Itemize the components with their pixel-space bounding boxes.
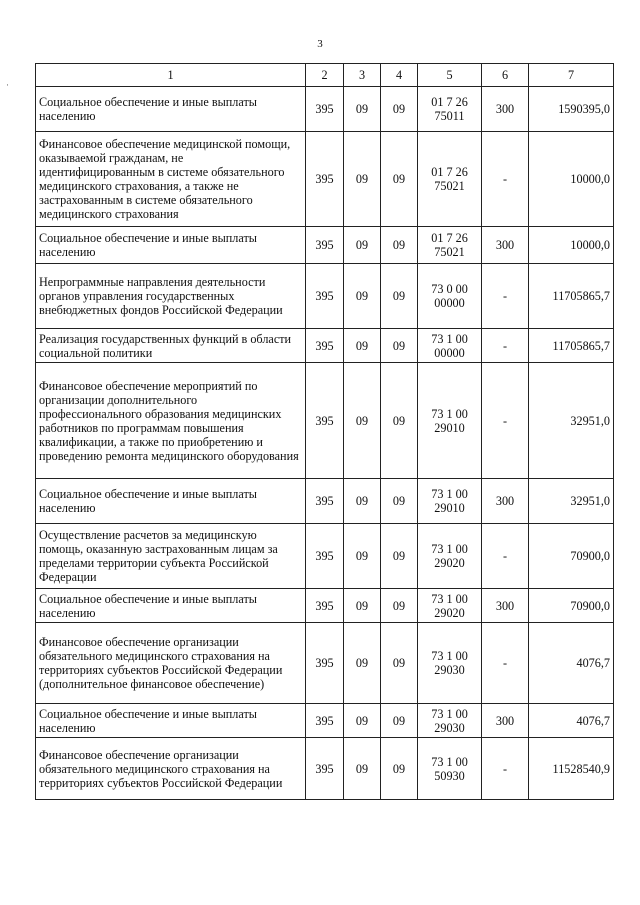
row-col-5-cell bbox=[418, 704, 482, 738]
row-name-cell: Финансовое обеспечение организации обязательного медицинского страхования на территориях субъектов Российской Федерации bbox=[36, 738, 306, 800]
row-name-cell: Социальное обеспечение и иные выплаты населению bbox=[36, 227, 306, 264]
row-col-4-cell: 09 bbox=[381, 589, 418, 623]
row-col-4-cell: 09 bbox=[381, 479, 418, 524]
row-col-3-cell: 09 bbox=[344, 738, 381, 800]
row-name-cell: Реализация государственных функций в области социальной политики bbox=[36, 329, 306, 363]
row-col-5-line-2: 29020 bbox=[434, 605, 465, 620]
row-col-2-cell: 395 bbox=[306, 329, 344, 363]
row-col-7-cell: 10000,0 bbox=[529, 227, 614, 264]
row-col-5-cell bbox=[418, 363, 482, 479]
row-col-5-cell bbox=[418, 623, 482, 704]
table-body bbox=[36, 87, 614, 800]
row-col-3-cell: 09 bbox=[344, 524, 381, 589]
header-col-5: 5 bbox=[418, 64, 482, 87]
table-row bbox=[36, 704, 614, 738]
table-row bbox=[36, 363, 614, 479]
row-col-5-line-2: 75011 bbox=[434, 109, 465, 123]
row-col-3-cell: 09 bbox=[344, 704, 381, 738]
row-col-4-cell: 09 bbox=[381, 227, 418, 264]
margin-mark: · bbox=[6, 80, 9, 90]
row-col-2-cell: 395 bbox=[306, 132, 344, 227]
row-col-3-cell: 09 bbox=[344, 479, 381, 524]
row-name-cell: Финансовое обеспечение мероприятий по организации дополнительного профессионального образования медицинских работников по программам повышения квалификации, а также по приобретению и проведению ремонта медицинского оборудования bbox=[36, 363, 306, 479]
row-col-5-line-1: 01 7 26 bbox=[431, 95, 468, 109]
row-col-5-cell bbox=[418, 479, 482, 524]
row-col-5-line-2: 29030 bbox=[434, 663, 465, 677]
row-col-6-cell: - bbox=[482, 132, 529, 227]
row-col-7-cell: 10000,0 bbox=[529, 132, 614, 227]
table-row bbox=[36, 264, 614, 329]
row-name-cell: Социальное обеспечение и иные выплаты населению bbox=[36, 589, 306, 623]
header-col-3: 3 bbox=[344, 64, 381, 87]
row-col-6-cell: 300 bbox=[482, 479, 529, 524]
header-col-6: 6 bbox=[482, 64, 529, 87]
row-col-6-cell: 300 bbox=[482, 87, 529, 132]
row-col-5-line-2: 29030 bbox=[434, 720, 465, 735]
table-row bbox=[36, 524, 614, 589]
row-col-5-line-2: 00000 bbox=[434, 345, 465, 360]
row-col-5-cell bbox=[418, 132, 482, 227]
row-col-3-cell: 09 bbox=[344, 623, 381, 704]
header-col-1: 1 bbox=[36, 64, 306, 87]
row-col-5-line-1: 73 0 00 bbox=[431, 282, 468, 296]
row-col-5-line-1: 73 1 00 bbox=[431, 487, 468, 501]
row-col-4-cell: 09 bbox=[381, 264, 418, 329]
row-col-5-cell bbox=[418, 329, 482, 363]
row-col-5-line-1: 73 1 00 bbox=[431, 331, 468, 346]
row-col-6-cell: - bbox=[482, 329, 529, 363]
row-col-5-line-1: 01 7 26 bbox=[431, 165, 468, 179]
row-col-7-cell: 11705865,7 bbox=[529, 264, 614, 329]
row-col-3-cell: 09 bbox=[344, 87, 381, 132]
row-col-3-cell: 09 bbox=[344, 132, 381, 227]
table-row bbox=[36, 589, 614, 623]
row-col-4-cell: 09 bbox=[381, 704, 418, 738]
row-col-4-cell: 09 bbox=[381, 524, 418, 589]
row-col-6-cell: - bbox=[482, 524, 529, 589]
row-col-2-cell: 395 bbox=[306, 264, 344, 329]
table-row bbox=[36, 738, 614, 800]
row-col-3-cell: 09 bbox=[344, 329, 381, 363]
row-col-2-cell: 395 bbox=[306, 623, 344, 704]
row-col-5-line-1: 73 1 00 bbox=[431, 542, 468, 556]
row-col-3-cell: 09 bbox=[344, 589, 381, 623]
header-col-2: 2 bbox=[306, 64, 344, 87]
row-col-4-cell: 09 bbox=[381, 132, 418, 227]
row-col-5-line-2: 50930 bbox=[434, 768, 465, 783]
row-col-2-cell: 395 bbox=[306, 363, 344, 479]
row-col-7-cell: 70900,0 bbox=[529, 589, 614, 623]
row-name-cell: Непрограммные направления деятельности органов управления государственных внебюджетных фондов Российской Федерации bbox=[36, 264, 306, 329]
row-col-5-line-1: 73 1 00 bbox=[431, 406, 468, 421]
row-col-4-cell: 09 bbox=[381, 329, 418, 363]
row-col-5-line-2: 29020 bbox=[434, 556, 465, 570]
row-col-5-line-1: 01 7 26 bbox=[431, 231, 468, 245]
row-name-cell: Социальное обеспечение и иные выплаты населению bbox=[36, 704, 306, 738]
row-col-2-cell: 395 bbox=[306, 589, 344, 623]
header-row bbox=[36, 64, 614, 87]
header-col-7: 7 bbox=[529, 64, 614, 87]
table-row bbox=[36, 479, 614, 524]
row-col-7-cell: 11705865,7 bbox=[529, 329, 614, 363]
row-col-6-cell: - bbox=[482, 623, 529, 704]
row-col-3-cell: 09 bbox=[344, 227, 381, 264]
row-name-cell: Финансовое обеспечение организации обязательного медицинского страхования на территориях субъектов Российской Федерации (дополнительное финансовое обеспечение) bbox=[36, 623, 306, 704]
header-col-4: 4 bbox=[381, 64, 418, 87]
row-col-5-cell bbox=[418, 589, 482, 623]
table-row bbox=[36, 227, 614, 264]
budget-table bbox=[35, 63, 614, 800]
row-col-6-cell: - bbox=[482, 738, 529, 800]
row-col-5-line-1: 73 1 00 bbox=[431, 591, 468, 606]
table-row bbox=[36, 87, 614, 132]
row-col-2-cell: 395 bbox=[306, 738, 344, 800]
table-row bbox=[36, 329, 614, 363]
row-col-5-cell bbox=[418, 524, 482, 589]
row-col-5-line-1: 73 1 00 bbox=[431, 706, 468, 721]
row-col-5-line-1: 73 1 00 bbox=[431, 649, 468, 663]
row-col-6-cell: 300 bbox=[482, 704, 529, 738]
row-col-5-line-2: 29010 bbox=[434, 420, 465, 435]
row-col-2-cell: 395 bbox=[306, 704, 344, 738]
row-name-cell: Финансовое обеспечение медицинской помощи, оказываемой гражданам, не идентифицированным в системе обязательного медицинского страхования, а также не застрахованным в системе обязательного медицинского страхования bbox=[36, 132, 306, 227]
row-name-cell: Социальное обеспечение и иные выплаты населению bbox=[36, 479, 306, 524]
row-col-5-line-2: 29010 bbox=[434, 501, 465, 515]
row-col-2-cell: 395 bbox=[306, 87, 344, 132]
row-col-4-cell: 09 bbox=[381, 87, 418, 132]
row-col-7-cell: 32951,0 bbox=[529, 363, 614, 479]
row-col-4-cell: 09 bbox=[381, 623, 418, 704]
row-col-6-cell: 300 bbox=[482, 589, 529, 623]
row-col-4-cell: 09 bbox=[381, 363, 418, 479]
row-col-6-cell: 300 bbox=[482, 227, 529, 264]
row-name-cell: Социальное обеспечение и иные выплаты населению bbox=[36, 87, 306, 132]
row-col-5-cell bbox=[418, 738, 482, 800]
row-col-7-cell: 4076,7 bbox=[529, 623, 614, 704]
page-number: 3 bbox=[317, 38, 323, 50]
row-col-4-cell: 09 bbox=[381, 738, 418, 800]
row-col-2-cell: 395 bbox=[306, 524, 344, 589]
row-col-7-cell: 11528540,9 bbox=[529, 738, 614, 800]
row-col-5-line-2: 00000 bbox=[434, 296, 465, 310]
row-col-5-line-1: 73 1 00 bbox=[431, 754, 468, 769]
row-col-7-cell: 70900,0 bbox=[529, 524, 614, 589]
row-col-5-line-2: 75021 bbox=[434, 245, 465, 259]
row-col-7-cell: 1590395,0 bbox=[529, 87, 614, 132]
row-col-6-cell: - bbox=[482, 363, 529, 479]
row-col-5-cell bbox=[418, 87, 482, 132]
table-row bbox=[36, 132, 614, 227]
row-col-5-cell bbox=[418, 264, 482, 329]
row-col-6-cell: - bbox=[482, 264, 529, 329]
table-row bbox=[36, 623, 614, 704]
row-col-7-cell: 4076,7 bbox=[529, 704, 614, 738]
row-col-7-cell: 32951,0 bbox=[529, 479, 614, 524]
row-col-2-cell: 395 bbox=[306, 479, 344, 524]
row-col-5-cell bbox=[418, 227, 482, 264]
row-col-5-line-2: 75021 bbox=[434, 179, 465, 193]
row-col-2-cell: 395 bbox=[306, 227, 344, 264]
row-col-3-cell: 09 bbox=[344, 363, 381, 479]
row-name-cell: Осуществление расчетов за медицинскую помощь, оказанную застрахованным лицам за пределами территории субъекта Российской Федерации bbox=[36, 524, 306, 589]
row-col-3-cell: 09 bbox=[344, 264, 381, 329]
